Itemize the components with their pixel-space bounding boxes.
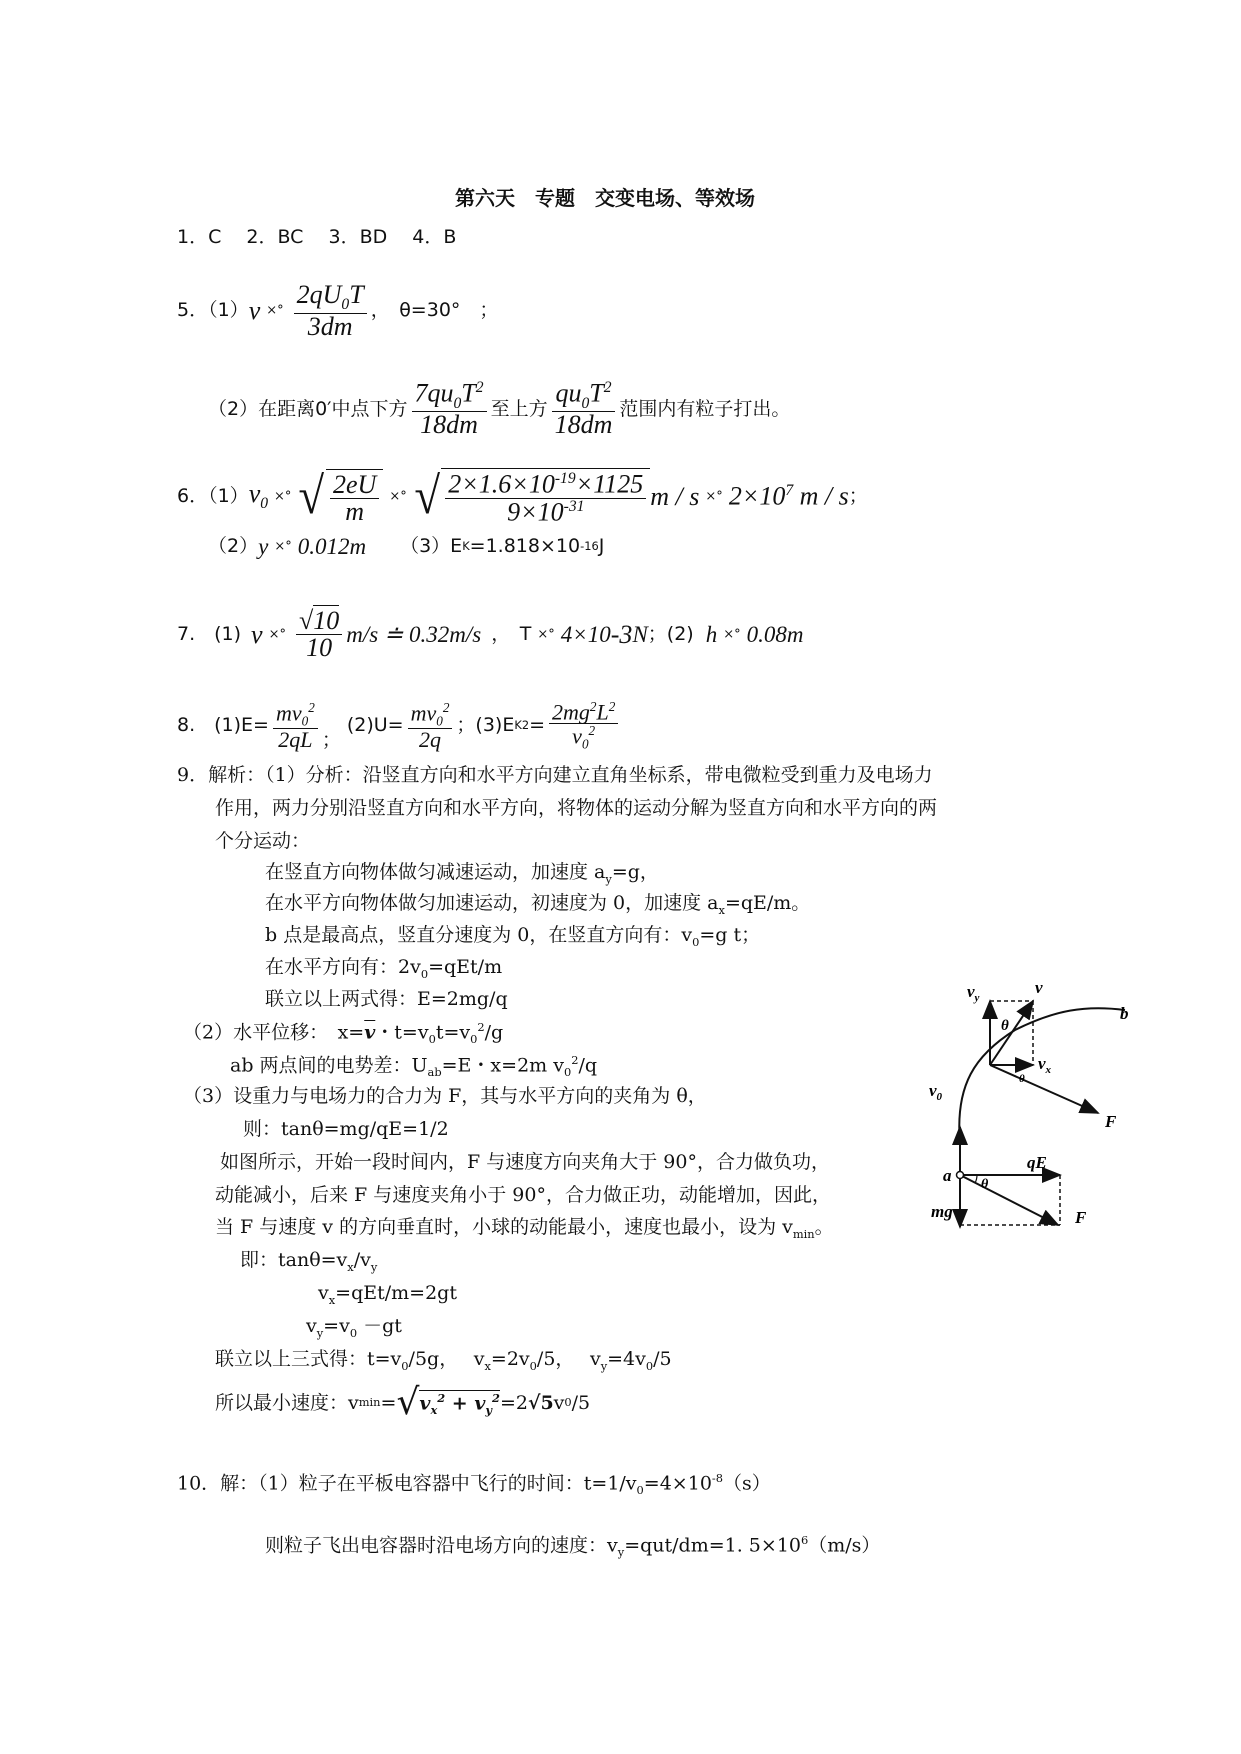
q9-line14: 动能减小，后来 F 与速度夹角小于 90°，合力做正功，动能增加，因此，: [215, 1184, 831, 1206]
fig-label-theta-small: θ: [1019, 1073, 1025, 1085]
q9-line19: [215, 1350, 672, 1372]
q9-l15-text: 当 F 与速度 v 的方向垂直时，小球的动能最小，速度也最小，设为 v: [215, 1216, 793, 1238]
answers-1-4: 1．C 2．BC 3．BD 4．B: [177, 226, 457, 248]
q9-l16-text: 即：tanθ=v: [240, 1249, 348, 1271]
q5-part2: [208, 380, 790, 438]
q9-l17-tail: =qEt/m=2gt: [335, 1282, 457, 1304]
q9-l20-text: 所以最小速度：v: [215, 1391, 359, 1414]
q9-line15: [215, 1218, 834, 1240]
q9-l5-tail: =qE/m。: [724, 892, 811, 914]
q7: [177, 608, 803, 661]
q9-l9-tail3: /g: [484, 1021, 504, 1044]
q10-l2-sub: y: [617, 1545, 625, 1560]
q6-part1: 6．（1） $v_0$ ×° √ $\frac{2eU}{m}$ ×° √ $\frac{2\times 1.6\times 10^{-19}\times 1125}{9\times 10^{-31}}$ m / s ×° $2\times 10^7$ m / s ；: [177, 467, 868, 527]
q8-p3-eq: =: [529, 714, 545, 737]
q9-l16-tail: /v: [353, 1249, 371, 1271]
subscript: x: [347, 1259, 354, 1274]
q10-l2-text: 则粒子飞出电容器时沿电场方向的速度：v: [265, 1534, 618, 1557]
q5-part2-pre: （2）在距离: [208, 397, 316, 420]
fig-label-theta-lower: θ: [981, 1177, 989, 1192]
q9-line20: [215, 1382, 591, 1423]
q9-line1: 9．解析：（1）分析：沿竖直方向和水平方向建立直角坐标系，带电微粒受到重力及电场力: [177, 764, 933, 786]
fig-label-v0: $v_0$: [929, 1081, 943, 1103]
subscript: y: [600, 1358, 608, 1373]
q9-l15-sub: min: [792, 1226, 815, 1241]
fig-label-theta: θ: [1001, 1018, 1009, 1034]
q9-l19-b: =2v: [490, 1348, 530, 1370]
subscript: 0: [645, 1358, 654, 1373]
fraction: $\frac{√10}{10}$: [296, 608, 342, 661]
q9-line6: [265, 926, 760, 948]
fraction: $\frac{qu_0T^2}{18dm}$: [552, 380, 616, 438]
formula: m / s: [650, 481, 700, 511]
q5-part1: [177, 282, 498, 340]
formula: $2\times 10^7$ m / s: [728, 481, 849, 511]
q9-line17: [318, 1284, 457, 1306]
q6-part3-label: （3）E: [400, 535, 463, 557]
q9-line11: （3）设重力与电场力的合力为 F，其与水平方向的夹角为 θ，: [183, 1085, 707, 1107]
q9-l6-sub: 0: [692, 934, 700, 949]
sqrt: √ $v_x^2 + v_y^2$: [396, 1382, 500, 1423]
q5-part2-mid1: 0′中点下方: [315, 397, 408, 420]
approx-mark: ×°: [723, 627, 741, 642]
sqrt: √ $\frac{2\times 1.6\times 10^{-19}\times 1125}{9\times 10^{-31}}$: [413, 468, 651, 525]
fig-label-b: b: [1120, 1004, 1129, 1023]
subscript: 0: [470, 1032, 478, 1047]
q7-label: 7. (1): [177, 623, 242, 645]
subscript: y: [316, 1325, 324, 1340]
fig-label-vy: $v_y$: [967, 982, 980, 1004]
q9-line8: 联立以上两式得：E=2mg/q: [265, 988, 508, 1010]
superscript: 2: [477, 1020, 485, 1034]
q10-l2-exp: 6: [801, 1533, 809, 1547]
sqrt: √ $\frac{2eU}{m}$: [297, 469, 383, 525]
q7-t-value: 4×10: [560, 622, 611, 647]
formula: $v_0$: [248, 479, 269, 513]
q6-label: 6．（1）: [177, 485, 249, 508]
fraction: $\frac{mv_0^2}{2qL}$: [273, 701, 318, 751]
point-a: [957, 1172, 964, 1179]
fig-label-vx: $v_x$: [1038, 1054, 1052, 1076]
q10-line2: [265, 1535, 880, 1559]
q5-part2-tail: 范围内有粒子打出。: [619, 397, 791, 420]
approx-mark: ×°: [266, 303, 284, 319]
approx-mark: ×°: [389, 489, 407, 505]
fraction: $\frac{2qU_0T}{3dm}$: [294, 282, 367, 340]
fig-label-qe: qE: [1027, 1153, 1047, 1172]
q9-l19-text: 联立以上三式得：t=v: [215, 1348, 402, 1370]
q7-t-exp: -3: [610, 619, 633, 649]
subscript: 0: [401, 1358, 409, 1373]
q9-l20-tail: =2: [499, 1391, 528, 1414]
q8-p3-label: ；(3)E: [456, 714, 515, 737]
q9-l5-text: 在水平方向物体做匀加速运动，初速度为 0，加速度 a: [265, 892, 719, 914]
subscript: 0: [564, 1395, 572, 1410]
q9-l10-tail: =E・x=2m v: [441, 1054, 564, 1077]
q9-l15-tail: 。: [814, 1216, 834, 1238]
q9-l4-sub: y: [605, 871, 612, 886]
q7-mid: m/s ≐ 0.32m/s: [346, 622, 482, 647]
q9-l7-sub: 0: [420, 966, 429, 981]
fig-label-f-lower: F: [1075, 1208, 1087, 1227]
sqrt5: √5: [527, 1391, 554, 1414]
q9-line13: 如图所示，开始一段时间内，F 与速度方向夹角大于 90°，合力做负功，: [220, 1151, 830, 1173]
approx-mark: ×°: [274, 489, 292, 505]
approx-mark: ×°: [537, 627, 555, 642]
q8-label: 8. (1)E=: [177, 714, 269, 737]
formula: h: [705, 622, 718, 647]
q9-line9: [183, 1022, 503, 1046]
q5-part1-tail: ， θ=30° ；: [370, 299, 499, 322]
fraction: $\frac{2mg^2L^2}{v_0^2}$: [549, 700, 618, 751]
q10-l1-sub: 0: [636, 1483, 644, 1498]
q9-l18-text: v: [306, 1315, 317, 1337]
q7-h-value: 0.08m: [746, 622, 804, 647]
q9-line10: [230, 1055, 597, 1079]
q9-l6-tail: =g t；: [699, 924, 761, 946]
v-arrow: [990, 1001, 1033, 1065]
q9-l7-tail: =qEt/m: [428, 956, 503, 978]
q9-line12: 则：tanθ=mg/qE=1/2: [243, 1118, 449, 1140]
q9-l6-text: b 点是最高点，竖直分速度为 0，在竖直方向有：v: [265, 924, 693, 946]
q9-l10-sub: ab: [427, 1065, 442, 1080]
q8-p3-sub: K2: [514, 717, 530, 732]
formula: v: [251, 619, 263, 649]
q10-l2-tail: =qut/dm=1. 5×10: [624, 1534, 801, 1557]
q7-t-unit: N: [632, 622, 648, 647]
q9-l9-tail2: t=v: [435, 1021, 471, 1044]
q9-l18-tail: =v: [323, 1315, 350, 1337]
q6-part3-unit: J: [598, 535, 605, 557]
q9-l20-eq: =: [380, 1391, 397, 1414]
fig-label-mg: mg: [931, 1202, 953, 1221]
q9-l20-tail3: /5: [571, 1391, 591, 1414]
q9-l5-sub: x: [718, 902, 725, 917]
q6-part2-label: （2）: [208, 535, 259, 557]
q9-l9-vbar: $\overline{v}$: [364, 1021, 376, 1044]
q9-line3: 个分运动：: [215, 830, 311, 852]
q9-l19-e: /5: [653, 1348, 672, 1370]
q9-line4: [265, 863, 659, 885]
page-title: 第六天 专题 交变电场、等效场: [455, 186, 755, 210]
approx-mark: ×°: [274, 539, 292, 554]
q10-l1-exp: -8: [711, 1471, 724, 1485]
fig-label-f-upper: F: [1105, 1112, 1117, 1131]
q9-line16: [240, 1251, 377, 1273]
formula: v: [248, 295, 261, 325]
q10-line1: [177, 1473, 771, 1497]
subscript: 0: [428, 1032, 436, 1047]
q9-l7-text: 在水平方向有：2v: [265, 956, 421, 978]
q9-l20-tail2: v: [553, 1391, 565, 1414]
approx-mark: ×°: [268, 627, 286, 642]
fig-label-v: v: [1035, 978, 1043, 997]
q9-line2: 作用，两力分别沿竖直方向和水平方向，将物体的运动分解为竖直方向和水平方向的两: [215, 797, 938, 819]
q9-line5: [265, 894, 810, 916]
q9-l10-text: ab 两点间的电势差：U: [230, 1054, 428, 1077]
q10-l1-tail: =4×10: [643, 1472, 712, 1495]
subscript: x: [328, 1292, 336, 1307]
angle-arc: [975, 1175, 977, 1183]
q9-l4-text: 在竖直方向物体做匀减速运动，加速度 a: [265, 861, 606, 883]
subscript: 0: [529, 1358, 537, 1373]
q7-sep: ；(2): [647, 623, 694, 645]
q9-l19-d: =4v: [607, 1348, 646, 1370]
subscript: 0: [563, 1065, 572, 1080]
subscript: 0: [349, 1325, 358, 1340]
q9-l20-sub: min: [358, 1395, 381, 1410]
q6-part3-sub: K: [462, 538, 470, 553]
fraction: $\frac{7qu_0T^2}{18dm}$: [412, 380, 487, 438]
q6-part3-exp: -16: [580, 538, 599, 553]
q9-line18: [306, 1317, 402, 1339]
q10-l1-text: 10．解：（1）粒子在平板电容器中飞行的时间：t=1/v: [177, 1472, 637, 1495]
q9-l9-tail: ・t=v: [375, 1021, 429, 1044]
q6-part2-value: 0.012m: [297, 534, 367, 559]
q10-l2-tail2: （m/s）: [808, 1534, 881, 1557]
formula: y: [258, 534, 269, 559]
approx-mark: ×°: [705, 489, 723, 505]
superscript: 2: [571, 1053, 579, 1067]
q9-l19-c: /5， v: [536, 1348, 601, 1370]
fraction: $\frac{mv_0^2}{2q}$: [408, 701, 453, 751]
q9-line7: [265, 958, 502, 980]
q5-label: 5．（1）: [177, 299, 249, 322]
q6-part2: [208, 535, 604, 558]
subscript: x: [484, 1358, 491, 1373]
q9-l18-tail2: －gt: [357, 1315, 402, 1337]
q7-t-label: ， T: [491, 623, 532, 645]
q10-l1-tail2: （s）: [723, 1472, 771, 1495]
force-diagram: [915, 975, 1145, 1235]
fig-label-a: a: [943, 1166, 952, 1185]
q9-l19-a: /5g， v: [408, 1348, 485, 1370]
q9-l9-text: （2）水平位移： x=: [183, 1021, 365, 1044]
trajectory-curve: [959, 1008, 1125, 1143]
q6-part3-value: =1.818×10: [469, 535, 581, 557]
subscript: y: [370, 1259, 378, 1274]
q8-p2-label: (2)U=: [346, 714, 404, 737]
q9-l4-tail: =g，: [611, 861, 659, 883]
q9-l10-tail2: /q: [578, 1054, 598, 1077]
q8: 8. (1)E= $\frac{mv_0^2}{2qL}$ ； (2)U= $\frac{mv_0^2}{2q}$ ；(3)E K2 = $\frac{2mg^2L^2}{v_0^2}$: [177, 700, 622, 751]
q9-l17-text: v: [318, 1282, 329, 1304]
q5-part2-mid2: 至上方: [490, 397, 548, 420]
